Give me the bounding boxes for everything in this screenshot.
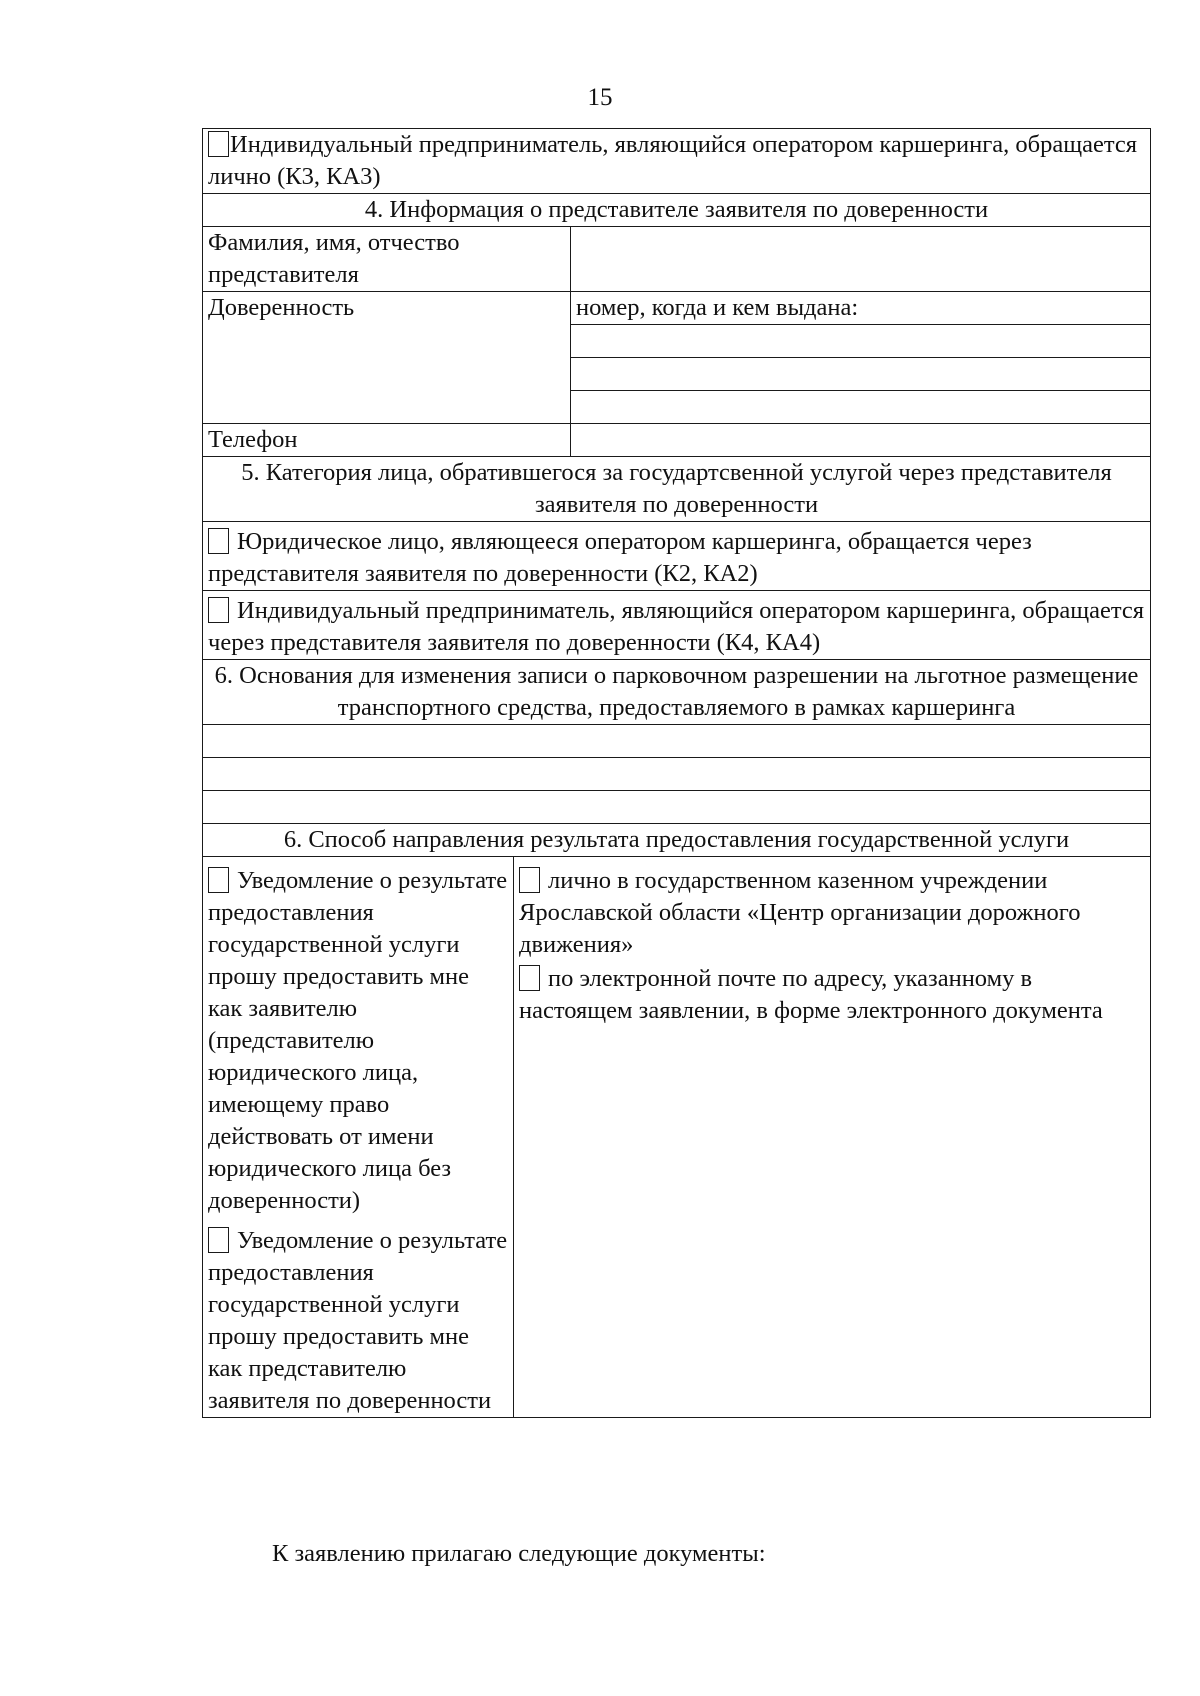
notify-applicant-label: Уведомление о результате предоставления государственной услуги прошу предоставить мне как заявителю (представителю юридического лица, имеющему право действовать от имени юридического лица без доверенности) (208, 867, 508, 1214)
row-ip-personal (203, 129, 1151, 194)
section5-title: 5. Категория лица, обратившегося за государтсвенной услугой через представителя заявителя по доверенности (203, 457, 1151, 522)
legal-entity-checkbox[interactable] (208, 528, 229, 554)
in-person-checkbox[interactable] (519, 867, 540, 893)
power-of-attorney-line[interactable] (571, 325, 1150, 358)
section6b-title: 6. Способ направления результата предоставления государственной услуги (203, 824, 1151, 857)
phone-label: Телефон (203, 424, 571, 457)
section4-title: 4. Информация о представителе заявителя по доверенности (203, 194, 1151, 227)
rep-name-label: Фамилия, имя, отчество представителя (203, 227, 571, 292)
power-of-attorney-hint: номер, когда и кем выдана: (571, 292, 1150, 325)
ip-personal-checkbox[interactable] (208, 131, 229, 157)
section6a-title: 6. Основания для изменения записи о парковочном разрешении на льготное размещение транспортного средства, предоставляемого в рамках каршеринга (203, 660, 1151, 725)
email-checkbox[interactable] (519, 965, 540, 991)
ip-personal-label: Индивидуальный предприниматель, являющийся оператором каршеринга, обращается лично (К3, КА3) (208, 131, 1137, 190)
notify-representative-checkbox[interactable] (208, 1227, 229, 1253)
grounds-line[interactable] (203, 725, 1151, 758)
notify-applicant-checkbox[interactable] (208, 867, 229, 893)
ip-representative-label: Индивидуальный предприниматель, являющийся оператором каршеринга, обращается через представителя заявителя по доверенности (К4, КА4) (208, 597, 1144, 656)
in-person-label: лично в государственном казенном учреждении Ярославской области «Центр организации дорожного движения» (519, 867, 1081, 958)
attachments-label: К заявлению прилагаю следующие документы: (272, 1540, 766, 1567)
power-of-attorney-line[interactable] (571, 358, 1150, 391)
power-of-attorney-label: Доверенность (203, 292, 571, 424)
notify-column (203, 857, 514, 1418)
email-label: по электронной почте по адресу, указанному в настоящем заявлении, в форме электронного документа (519, 965, 1103, 1024)
phone-field[interactable] (571, 424, 1151, 457)
grounds-line[interactable] (203, 758, 1151, 791)
power-of-attorney-field[interactable] (571, 292, 1151, 424)
rep-name-field[interactable] (571, 227, 1151, 292)
grounds-line[interactable] (203, 791, 1151, 824)
ip-representative-checkbox[interactable] (208, 597, 229, 623)
legal-entity-label: Юридическое лицо, являющееся оператором каршеринга, обращается через представителя заявителя по доверенности (К2, КА2) (208, 528, 1032, 587)
notify-representative-label: Уведомление о результате предоставления государственной услуги прошу предоставить мне как представителю заявителя по доверенности (208, 1227, 508, 1414)
page-number: 15 (587, 84, 613, 111)
power-of-attorney-line[interactable] (571, 391, 1150, 423)
delivery-column (514, 857, 1151, 1418)
application-form-table (202, 128, 1151, 1418)
